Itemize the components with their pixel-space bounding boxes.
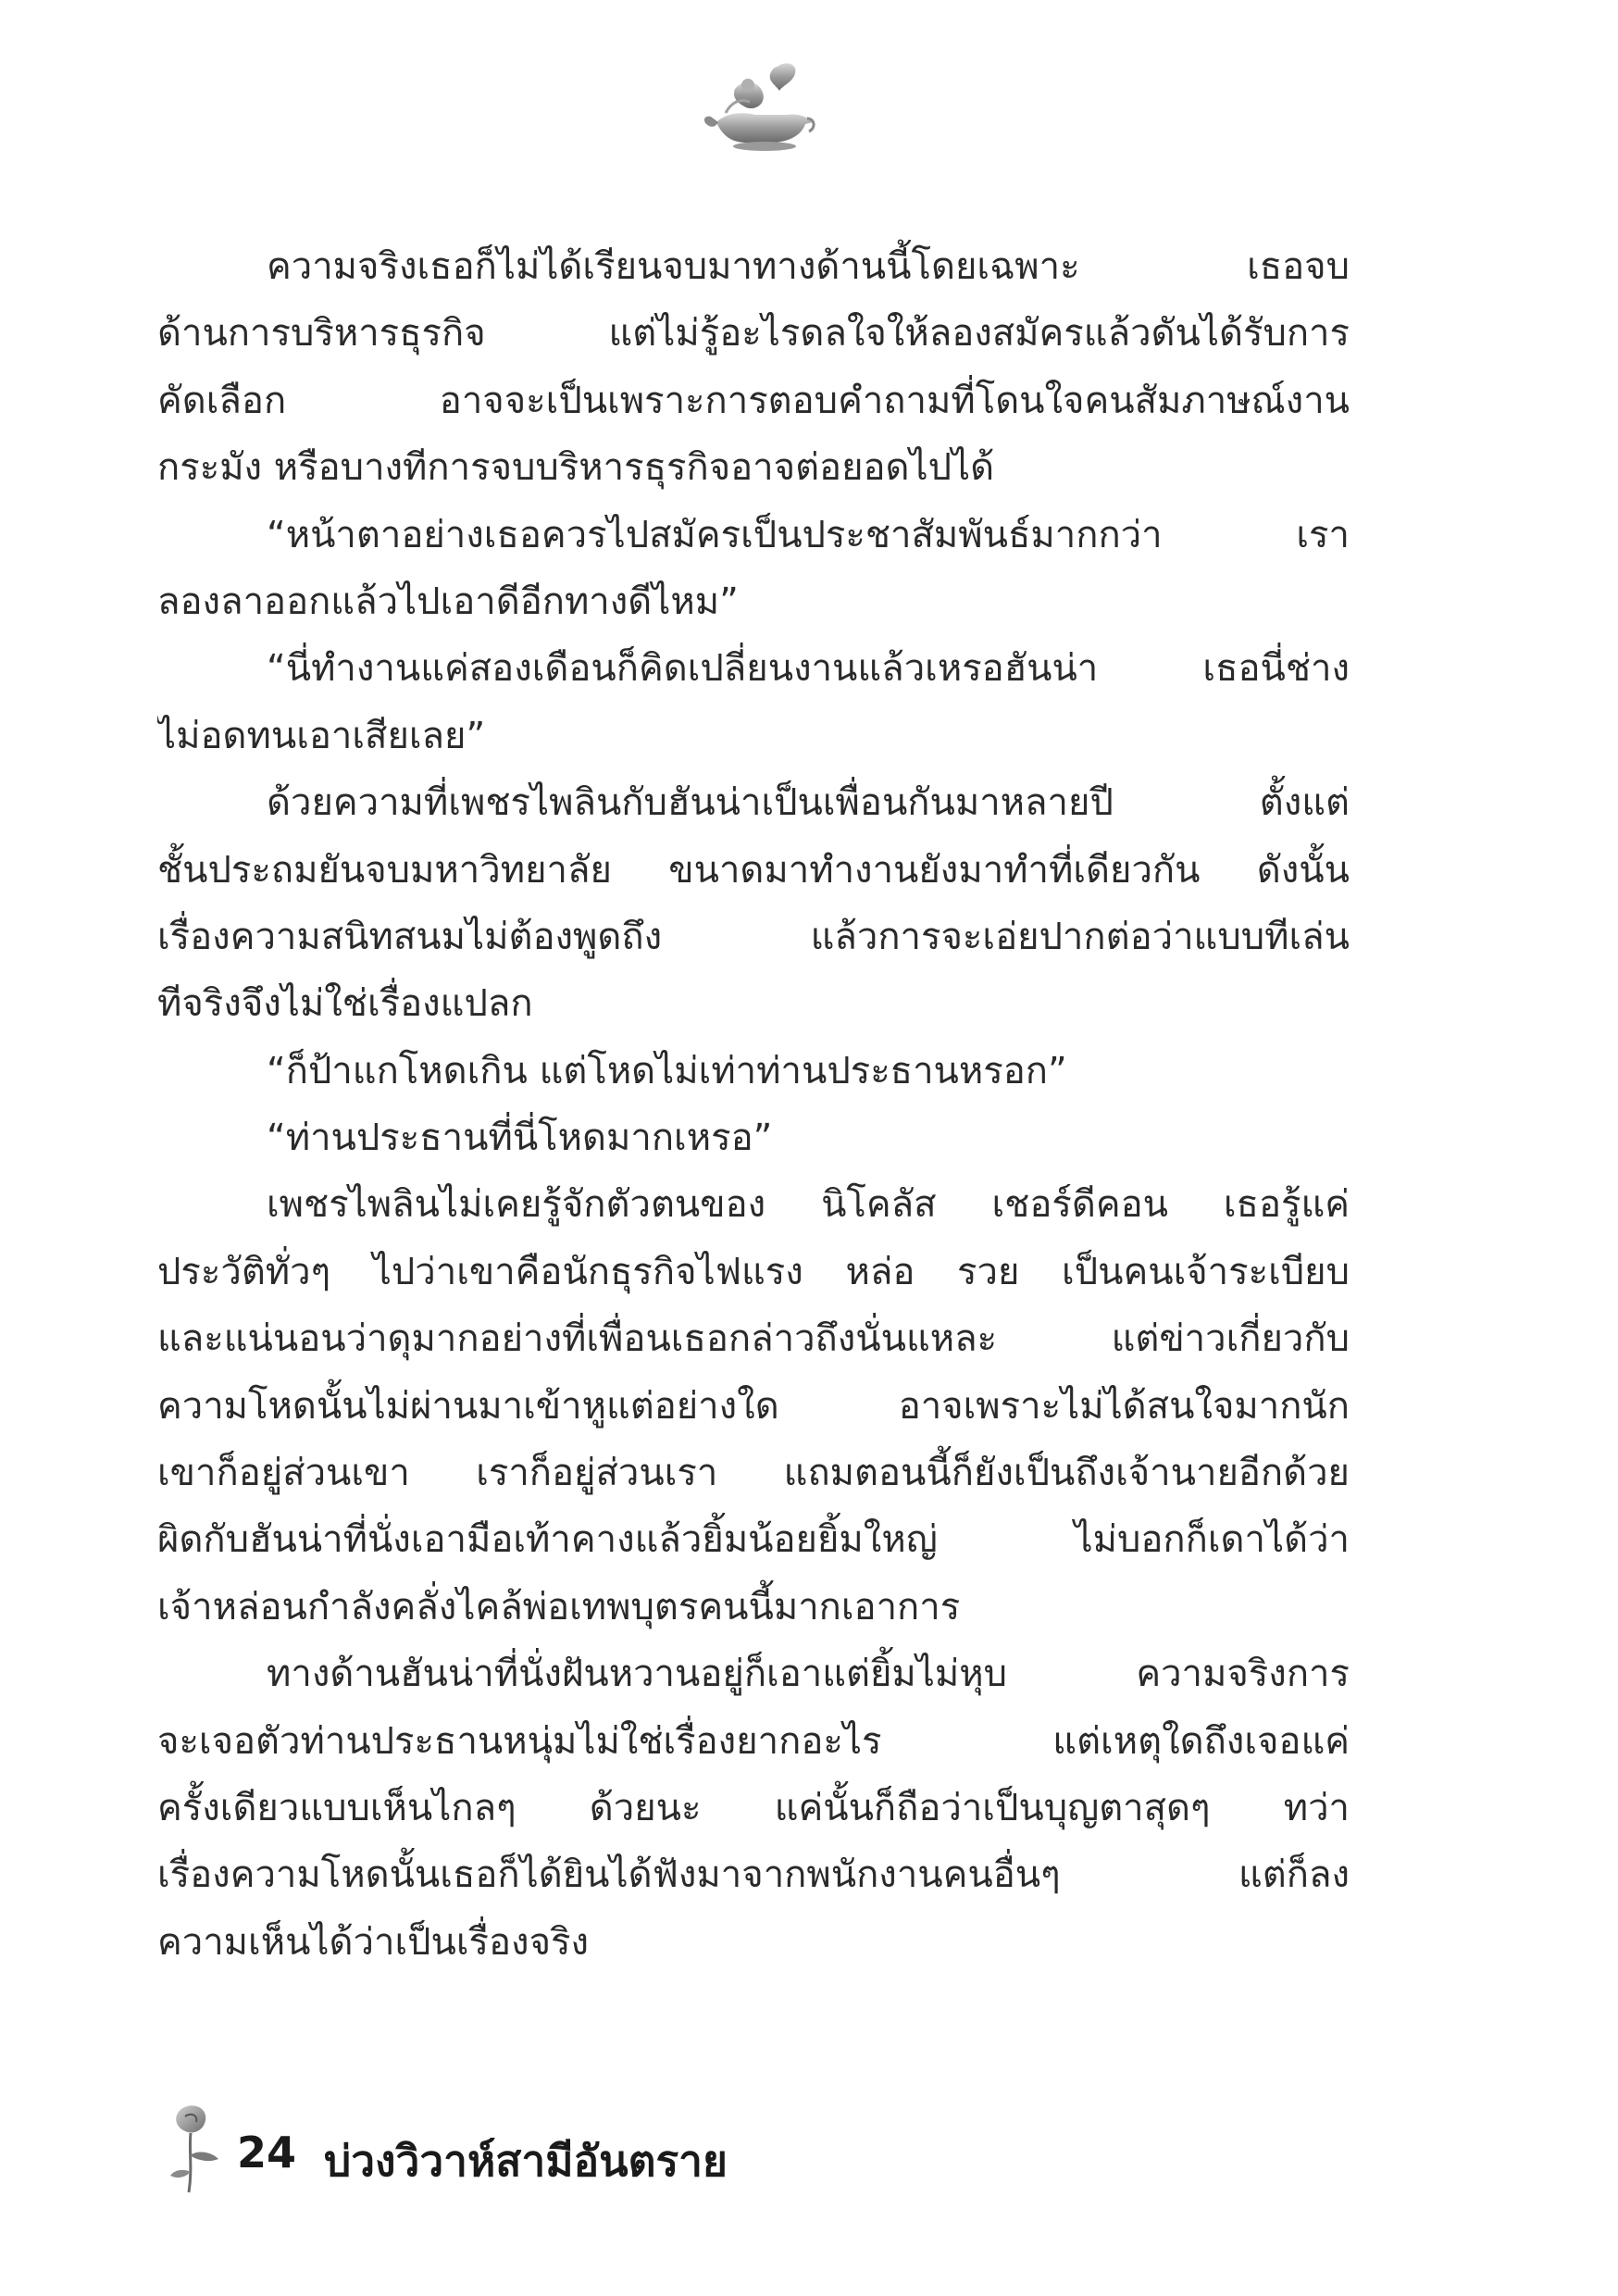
text-line: กระมัง หรือบางทีการจบบริหารธุรกิจอาจต่อยอดไปได้ (157, 446, 995, 490)
book-title: บ่วงวิวาห์สามีอันตราย (324, 2136, 728, 2186)
text-line: ด้วยความที่เพชรไพลินกับฮันน่าเป็นเพื่อนกันมาหลายปี ตั้งแต่ (267, 781, 1350, 825)
text-line: เจ้าหล่อนกำลังคลั่งไคล้พ่อเทพบุตรคนนี้มากเอาการ (157, 1585, 961, 1628)
text-line: ด้านการบริหารธุรกิจ แต่ไม่รู้อะไรดลใจให้ลองสมัครแล้วดันได้รับการ (157, 312, 1350, 356)
text-line: เขาก็อยู่ส่วนเขา เราก็อยู่ส่วนเรา แถมตอนนี้ก็ยังเป็นถึงเจ้านายอีกด้วย (157, 1452, 1350, 1495)
text-line: ทีจริงจึงไม่ใช่เรื่องแปลก (157, 982, 533, 1026)
text-line: เรื่องความสนิทสนมไม่ต้องพูดถึง แล้วการจะเอ่ยปากต่อว่าแบบทีเล่น (157, 915, 1350, 958)
text-line: “ก็ป้าแกโหดเกิน แต่โหดไม่เท่าท่านประธานหรอก” (267, 1049, 1067, 1092)
text-line: ทางด้านฮันน่าที่นั่งฝันหวานอยู่ก็เอาแต่ยิ้มไม่หุบ ความจริงการ (267, 1653, 1350, 1696)
text-line: ลองลาออกแล้วไปเอาดีอีกทางดีไหม” (157, 580, 739, 623)
text-line: เพชรไพลินไม่เคยรู้จักตัวตนของ นิโคลัส เชอร์ดีคอน เธอรู้แค่ (267, 1183, 1350, 1227)
text-line: จะเจอตัวท่านประธานหนุ่มไม่ใช่เรื่องยากอะไร แต่เหตุใดถึงเจอแค่ (157, 1719, 1350, 1763)
body-text (157, 233, 1350, 2103)
rose-icon (165, 2103, 230, 2196)
page-footer (157, 2103, 990, 2196)
text-line: ผิดกับฮันน่าที่นั่งเอามือเท้าคางแล้วยิ้มน้อยยิ้มใหญ่ ไม่บอกก็เดาได้ว่า (157, 1518, 1350, 1562)
page-number: 24 (237, 2128, 297, 2177)
text-line: “หน้าตาอย่างเธอควรไปสมัครเป็นประชาสัมพันธ์มากกว่า เรา (267, 513, 1350, 556)
text-line: “ท่านประธานที่นี่โหดมากเหรอ” (267, 1117, 773, 1160)
text-line: “นี่ทำงานแค่สองเดือนก็คิดเปลี่ยนงานแล้วเหรอฮันน่า เธอนี่ช่าง (267, 647, 1350, 691)
cupid-teapot-ornament-icon (698, 57, 818, 159)
text-line: ความโหดนั้นไม่ผ่านมาเข้าหูแต่อย่างใด อาจเพราะไม่ได้สนใจมากนัก (157, 1384, 1350, 1428)
text-line: คัดเลือก อาจจะเป็นเพราะการตอบคำถามที่โดนใจคนสัมภาษณ์งาน (157, 379, 1350, 422)
text-line: ชั้นประถมยันจบมหาวิทยาลัย ขนาดมาทำงานยังมาทำที่เดียวกัน ดังนั้น (157, 848, 1350, 892)
text-line: ครั้งเดียวแบบเห็นไกลๆ ด้วยนะ แค่นั้นก็ถือว่าเป็นบุญตาสุดๆ ทว่า (157, 1786, 1350, 1829)
text-line: เรื่องความโหดนั้นเธอก็ได้ยินได้ฟังมาจากพนักงานคนอื่นๆ แต่ก็ลง (157, 1853, 1350, 1897)
text-line: ความเห็นได้ว่าเป็นเรื่องจริง (157, 1920, 590, 1964)
text-line: ประวัติทั่วๆ ไปว่าเขาคือนักธุรกิจไฟแรง หล่อ รวย เป็นคนเจ้าระเบียบ (157, 1250, 1350, 1293)
text-line: ความจริงเธอก็ไม่ได้เรียนจบมาทางด้านนี้โดยเฉพาะ เธอจบ (267, 245, 1350, 288)
text-line: ไม่อดทนเอาเสียเลย” (157, 714, 486, 757)
text-line: และแน่นอนว่าดุมากอย่างที่เพื่อนเธอกล่าวถึงนั่นแหละ แต่ข่าวเกี่ยวกับ (157, 1317, 1350, 1361)
